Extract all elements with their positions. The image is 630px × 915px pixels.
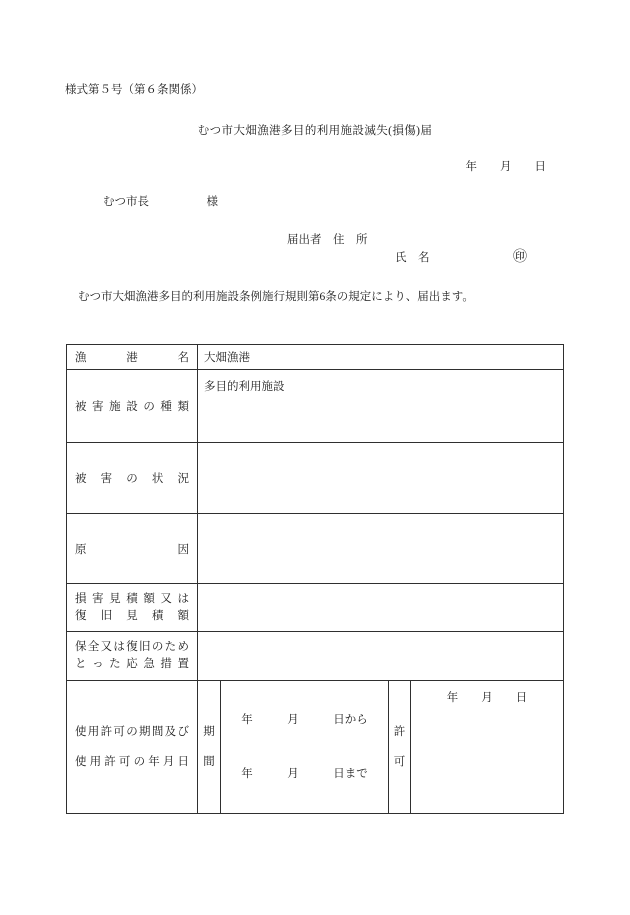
approval-date-cell: 年 月 日	[411, 681, 564, 814]
document-title: むつ市大畑漁港多目的利用施設滅失(損傷)届	[197, 125, 433, 137]
approval-column-header-top: 許	[393, 726, 406, 738]
damaged-facility-type-value: 多目的利用施設	[198, 370, 564, 443]
emergency-measures-label-line1: 保全又は復旧のため	[75, 641, 189, 653]
addressee-line: むつ市長 様	[103, 196, 218, 208]
damage-estimate-label-line2: 復 旧 見 積 額	[75, 609, 189, 622]
period-from-line: 年 月 日から	[241, 714, 368, 726]
declarer-address-label: 届出者 住 所	[287, 234, 368, 246]
permit-period-label	[67, 681, 198, 814]
table-row-permit-period	[67, 681, 564, 814]
damaged-facility-type-label: 被 害 施 設 の 種 類	[67, 370, 198, 443]
period-to-line: 年 月 日まで	[241, 768, 368, 780]
emergency-measures-label-line2: と っ た 応 急 措 置	[75, 658, 189, 670]
declarer-name-label: 氏 名	[395, 252, 430, 264]
fishing-port-value: 大畑漁港	[198, 345, 564, 370]
table-row-emergency-measures	[67, 632, 564, 681]
period-dates-cell	[221, 681, 389, 814]
permit-period-label-line1: 使用許可の期間及び	[75, 726, 189, 738]
table-row-damage-estimate	[67, 584, 564, 632]
permit-period-label-line2: 使 用 許 可 の 年 月 日	[75, 756, 189, 768]
damage-estimate-label-line1: 損 害 見 積 額 又 は	[75, 592, 189, 605]
damage-situation-value	[198, 443, 564, 514]
form-number: 様式第５号（第６条関係）	[65, 84, 203, 96]
table-row-damage-situation	[67, 443, 564, 514]
period-column-header	[198, 681, 221, 814]
approval-column-header-bottom: 可	[393, 756, 406, 768]
date-line: 年 月 日	[465, 161, 546, 173]
cause-label: 原 因	[67, 514, 198, 584]
table-row-fishing-port	[67, 345, 564, 370]
period-column-header-bottom: 間	[203, 756, 215, 768]
fishing-port-label: 漁 港 名	[67, 345, 198, 370]
form-table	[66, 344, 564, 814]
intro-sentence: むつ市大畑漁港多目的利用施設条例施行規則第6条の規定により、届出ます。	[78, 291, 474, 303]
emergency-measures-label	[67, 632, 198, 681]
table-row-cause	[67, 514, 564, 584]
damage-estimate-label	[67, 584, 198, 632]
emergency-measures-value	[198, 632, 564, 681]
approval-column-header	[389, 681, 411, 814]
period-column-header-top: 期	[203, 726, 215, 738]
seal-mark-icon: ㊞	[513, 250, 527, 265]
cause-value	[198, 514, 564, 584]
table-row-damaged-facility-type	[67, 370, 564, 443]
damage-estimate-value	[198, 584, 564, 632]
damage-situation-label: 被 害 の 状 況	[67, 443, 198, 514]
